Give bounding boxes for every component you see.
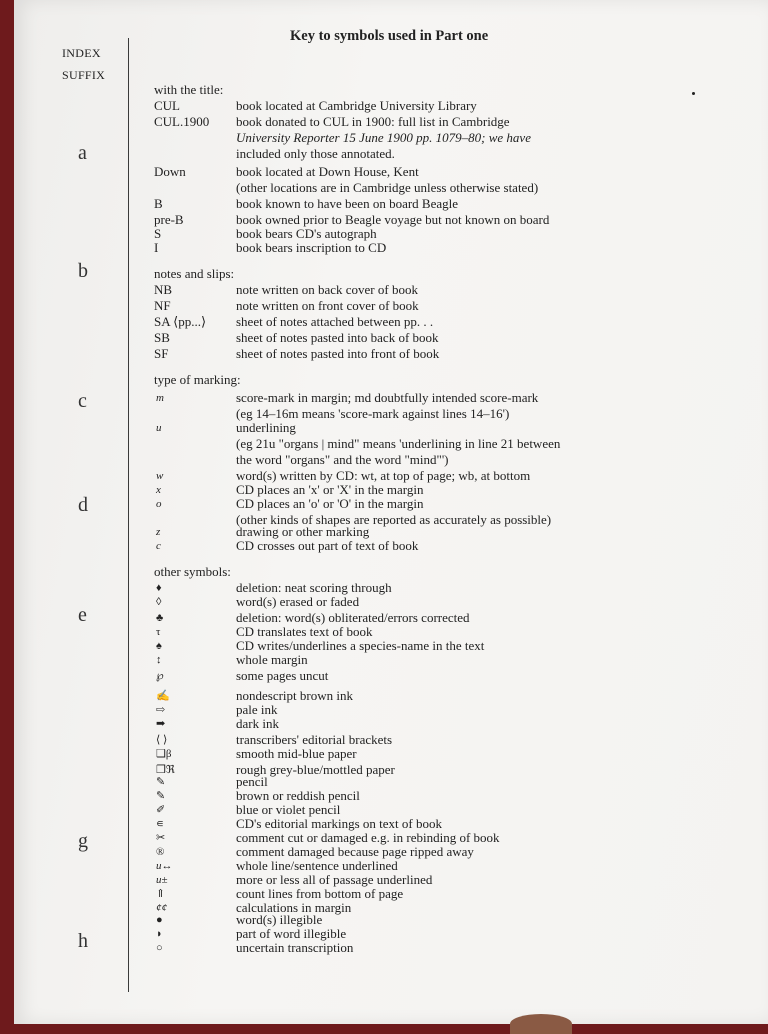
key-symbol: ℘ bbox=[156, 670, 164, 682]
key-entry bbox=[154, 146, 754, 162]
key-definition: note written on front cover of book bbox=[236, 298, 419, 313]
key-definition: CD places an 'x' or 'X' in the margin bbox=[236, 482, 424, 497]
key-entry bbox=[154, 452, 754, 468]
key-symbol: ➡ bbox=[156, 718, 166, 730]
key-definition: underlining bbox=[236, 420, 296, 435]
key-entry bbox=[154, 180, 754, 196]
key-symbol: ✎ bbox=[156, 790, 166, 802]
key-definition: word(s) illegible bbox=[236, 912, 323, 927]
key-symbol: ¢¢ bbox=[156, 902, 167, 914]
key-symbol: ❒ℜ bbox=[156, 764, 175, 776]
key-definition: drawing or other marking bbox=[236, 524, 370, 539]
key-symbol: u bbox=[156, 422, 162, 434]
page-title: Key to symbols used in Part one bbox=[290, 28, 489, 44]
key-entry bbox=[154, 314, 754, 330]
section-heading-marking: type of marking: bbox=[154, 372, 241, 387]
index-letter-b: b bbox=[78, 260, 88, 282]
key-entry bbox=[154, 940, 754, 956]
thumb-shadow bbox=[510, 1014, 572, 1034]
key-definition: count lines from bottom of page bbox=[236, 886, 404, 901]
key-definition: transcribers' editorial brackets bbox=[236, 732, 393, 747]
key-entry bbox=[154, 436, 754, 452]
key-definition: CD's editorial markings on text of book bbox=[236, 816, 442, 831]
key-definition: deletion: neat scoring through bbox=[236, 580, 392, 595]
key-symbol: S bbox=[154, 226, 162, 241]
key-symbol: SF bbox=[154, 346, 169, 361]
key-symbol: ◗ bbox=[156, 928, 163, 940]
key-definition: blue or violet pencil bbox=[236, 802, 341, 817]
key-definition: book known to have been on board Beagle bbox=[236, 196, 459, 211]
key-definition: CD translates text of book bbox=[236, 624, 373, 639]
key-definition: part of word illegible bbox=[236, 926, 347, 941]
key-definition: CD crosses out part of text of book bbox=[236, 538, 419, 553]
index-letter-c: c bbox=[78, 390, 87, 412]
key-definition: calculations in margin bbox=[236, 900, 352, 915]
key-definition: book located at Cambridge University Library bbox=[236, 98, 477, 113]
key-symbol: ⟨ ⟩ bbox=[156, 734, 168, 746]
key-symbol: ✂ bbox=[156, 832, 166, 844]
key-symbol: pre-B bbox=[154, 212, 184, 227]
index-letter-h: h bbox=[78, 930, 88, 952]
key-definition: book owned prior to Beagle voyage but not known on board bbox=[236, 212, 550, 227]
key-symbol: ❑β bbox=[156, 748, 172, 760]
key-definition: smooth mid-blue paper bbox=[236, 746, 357, 761]
index-letter-e: e bbox=[78, 604, 87, 626]
key-definition: nondescript brown ink bbox=[236, 688, 353, 703]
key-symbol: z bbox=[156, 526, 161, 538]
key-symbol: ● bbox=[156, 914, 163, 926]
key-definition: (other kinds of shapes are reported as accurately as possible) bbox=[236, 512, 552, 527]
key-definition: sheet of notes pasted into back of book bbox=[236, 330, 439, 345]
key-definition: dark ink bbox=[236, 716, 279, 731]
key-definition: score-mark in margin; md doubtfully intended score-mark bbox=[236, 390, 539, 405]
key-symbol: SB bbox=[154, 330, 170, 345]
key-definition: included only those annotated. bbox=[236, 146, 395, 161]
key-entry bbox=[154, 538, 754, 554]
key-definition: (other locations are in Cambridge unless otherwise stated) bbox=[236, 180, 539, 195]
key-symbol: NB bbox=[154, 282, 173, 297]
section-heading-notes: notes and slips: bbox=[154, 266, 235, 281]
key-symbol: ⇨ bbox=[156, 704, 166, 716]
key-definition: book donated to CUL in 1900: full list in Cambridge bbox=[236, 114, 510, 129]
key-definition: book located at Down House, Kent bbox=[236, 164, 419, 179]
key-symbol: ↕ bbox=[156, 654, 162, 666]
key-symbol: u± bbox=[156, 874, 168, 886]
key-symbol: ◊ bbox=[156, 596, 162, 608]
key-entry bbox=[154, 390, 754, 406]
key-definition: rough grey-blue/mottled paper bbox=[236, 762, 395, 777]
key-symbol: ♣ bbox=[156, 612, 164, 624]
key-symbol: NF bbox=[154, 298, 171, 313]
document-page bbox=[14, 0, 768, 1024]
key-definition: more or less all of passage underlined bbox=[236, 872, 433, 887]
key-definition: whole line/sentence underlined bbox=[236, 858, 398, 873]
key-symbol: ® bbox=[156, 846, 165, 858]
key-symbol: ○ bbox=[156, 942, 163, 954]
key-symbol: o bbox=[156, 498, 162, 510]
key-symbol: ♦ bbox=[156, 582, 162, 594]
key-entry bbox=[154, 282, 754, 298]
key-entry bbox=[154, 420, 754, 436]
suffix-label: SUFFIX bbox=[62, 68, 106, 82]
key-definition: whole margin bbox=[236, 652, 308, 667]
key-symbol: CUL.1900 bbox=[154, 114, 210, 129]
key-entry bbox=[154, 746, 754, 762]
key-entry bbox=[154, 668, 754, 684]
key-entry bbox=[154, 164, 754, 180]
key-definition: word(s) written by CD: wt, at top of page; wb, at bottom bbox=[236, 468, 531, 483]
margin-rule bbox=[128, 38, 129, 992]
key-symbol: c bbox=[156, 540, 161, 552]
key-definition: comment cut or damaged e.g. in rebinding of book bbox=[236, 830, 500, 845]
key-definition: CD places an 'o' or 'O' in the margin bbox=[236, 496, 424, 511]
key-entry bbox=[154, 114, 754, 130]
key-definition: sheet of notes pasted into front of book bbox=[236, 346, 440, 361]
index-letter-a: a bbox=[78, 142, 87, 164]
key-entry bbox=[154, 240, 754, 256]
key-symbol: x bbox=[156, 484, 161, 496]
section-heading-title: with the title: bbox=[154, 82, 224, 97]
key-symbol: B bbox=[154, 196, 163, 211]
key-entry bbox=[154, 346, 754, 362]
key-entry bbox=[154, 330, 754, 346]
key-definition: sheet of notes attached between pp. . . bbox=[236, 314, 434, 329]
index-label: INDEX bbox=[62, 46, 101, 60]
key-symbol: ✎ bbox=[156, 776, 166, 788]
key-symbol: u↔ bbox=[156, 860, 173, 872]
key-definition: comment damaged because page ripped away bbox=[236, 844, 474, 859]
key-definition: note written on back cover of book bbox=[236, 282, 418, 297]
key-definition: CD writes/underlines a species-name in the text bbox=[236, 638, 485, 653]
key-definition: uncertain transcription bbox=[236, 940, 354, 955]
key-definition: word(s) erased or faded bbox=[236, 594, 360, 609]
key-symbol: τ bbox=[156, 626, 161, 638]
key-entry bbox=[154, 298, 754, 314]
key-definition: (eg 14–16m means 'score-mark against lines 14–16') bbox=[236, 406, 510, 421]
key-definition: some pages uncut bbox=[236, 668, 329, 683]
key-symbol: Down bbox=[154, 164, 186, 179]
key-symbol: ✍ bbox=[156, 690, 170, 702]
key-entry bbox=[154, 196, 754, 212]
key-entry bbox=[154, 130, 754, 146]
key-symbol: CUL bbox=[154, 98, 180, 113]
key-definition: pencil bbox=[236, 774, 268, 789]
index-letter-g: g bbox=[78, 830, 88, 852]
key-definition: (eg 21u "organs | mind" means 'underlining in line 21 between bbox=[236, 436, 561, 451]
key-symbol: ⇑ bbox=[156, 888, 166, 900]
index-letter-d: d bbox=[78, 494, 88, 516]
key-symbol: w bbox=[156, 470, 164, 482]
key-symbol: ♠ bbox=[156, 640, 162, 652]
key-entry bbox=[154, 716, 754, 732]
key-entry bbox=[154, 594, 754, 610]
ink-speck bbox=[692, 92, 695, 95]
key-symbol: ∊ bbox=[156, 818, 164, 830]
key-entry bbox=[154, 496, 754, 512]
key-definition: the word "organs" and the word "mind"') bbox=[236, 452, 449, 467]
section-heading-other: other symbols: bbox=[154, 564, 231, 579]
key-symbol: m bbox=[156, 392, 164, 404]
key-symbol: I bbox=[154, 240, 159, 255]
key-definition: pale ink bbox=[236, 702, 278, 717]
key-symbol: SA ⟨pp...⟩ bbox=[154, 314, 207, 329]
key-symbol: ✐ bbox=[156, 804, 166, 816]
key-definition: book bears CD's autograph bbox=[236, 226, 377, 241]
index-suffix-header bbox=[62, 42, 132, 86]
key-definition: University Reporter 15 June 1900 pp. 1079–80; we have bbox=[236, 130, 531, 145]
key-definition: book bears inscription to CD bbox=[236, 240, 387, 255]
key-definition: deletion: word(s) obliterated/errors corrected bbox=[236, 610, 470, 625]
key-entry bbox=[154, 652, 754, 668]
key-entry bbox=[154, 98, 754, 114]
key-definition: brown or reddish pencil bbox=[236, 788, 360, 803]
